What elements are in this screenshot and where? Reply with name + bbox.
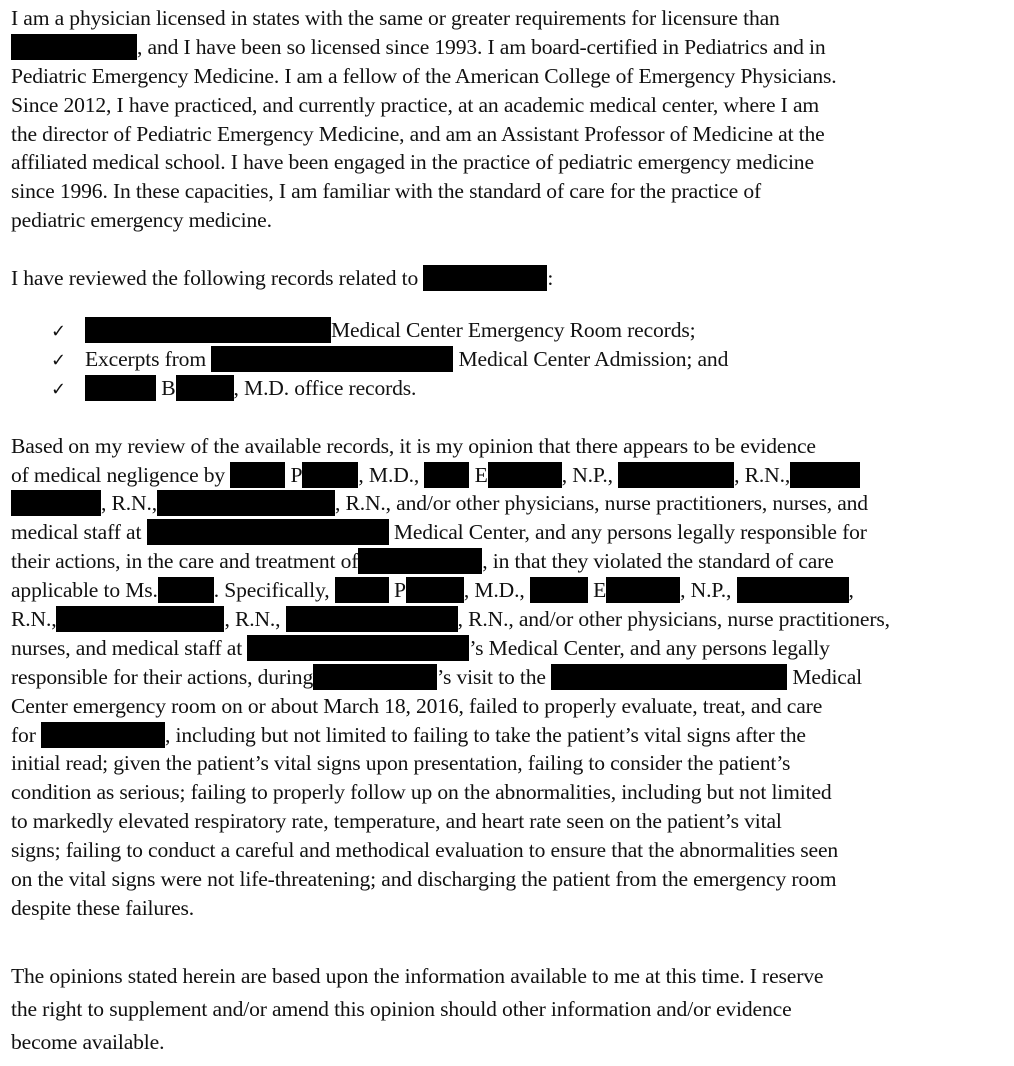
text-span: , R.N.,	[734, 462, 791, 487]
text-line	[11, 634, 1011, 663]
redaction-box	[551, 664, 787, 690]
redaction-box	[56, 606, 224, 632]
text-line: I am a physician licensed in states with the same or greater requirements for licensure than	[11, 6, 780, 30]
text-line: pediatric emergency medicine.	[11, 208, 272, 233]
paragraph-gap	[11, 293, 1011, 316]
text-span: . Specifically,	[213, 578, 330, 603]
redaction-box	[335, 577, 389, 603]
text-line: Pediatric Emergency Medicine. I am a fellow of the American College of Emergency Physicians.	[11, 63, 837, 88]
paragraph-gap	[11, 235, 1011, 264]
qualifications-paragraph	[11, 4, 1011, 235]
redaction-box	[247, 635, 469, 661]
checkmark-icon: ✓	[51, 321, 66, 343]
redaction-box	[176, 375, 234, 401]
text-span: :	[547, 266, 554, 291]
text-line: affiliated medical school. I have been engaged in the practice of pediatric emergency medicine	[11, 150, 814, 175]
text-line	[11, 489, 1011, 518]
text-span: their actions, in the care and treatment of	[11, 549, 359, 574]
opinion-paragraph	[11, 432, 1011, 923]
text-line	[11, 721, 1011, 750]
text-span: applicable to Ms.	[11, 578, 158, 603]
redaction-box	[302, 462, 358, 488]
text-span: for	[11, 722, 36, 747]
list-item	[51, 374, 1011, 403]
text-span: P	[290, 462, 303, 487]
text-line: since 1996. In these capacities, I am familiar with the standard of care for the practice of	[11, 179, 762, 204]
text-line: The opinions stated herein are based upon the information available to me at this time. I reserve	[11, 963, 824, 988]
text-span: ’s Medical Center, and any persons legally	[469, 635, 830, 660]
text-span: medical staff at	[11, 520, 142, 545]
closing-paragraph	[11, 960, 1011, 1059]
text-span: , R.N., and/or other physicians, nurse practitioners, nurses, and	[334, 491, 868, 516]
list-item	[51, 345, 1011, 374]
text-line: the right to supplement and/or amend this opinion should other information and/or evidence	[11, 996, 792, 1021]
redaction-box	[358, 548, 482, 574]
document-page	[11, 4, 1011, 1059]
redaction-box	[424, 462, 469, 488]
text-line	[11, 547, 1011, 576]
text-line: condition as serious; failing to properly follow up on the abnormalities, including but not limited	[11, 780, 832, 805]
text-span: , M.D.,	[358, 462, 420, 487]
text-line: despite these failures.	[11, 895, 195, 920]
text-span: B	[161, 375, 176, 400]
redaction-box	[211, 346, 453, 372]
text-span: responsible for their actions, during	[11, 664, 314, 689]
redaction-box	[530, 577, 588, 603]
text-span: Medical Center Admission; and	[458, 346, 729, 371]
text-span: , N.P.,	[680, 578, 732, 603]
text-line: signs; failing to conduct a careful and methodical evaluation to ensure that the abnormalities seen	[11, 838, 839, 863]
text-span: , M.D. office records.	[233, 375, 417, 400]
text-span: P	[393, 578, 406, 603]
text-span: ,	[848, 578, 854, 603]
redaction-box	[11, 34, 137, 60]
text-line: initial read; given the patient’s vital signs upon presentation, failing to consider the patient’s	[11, 751, 791, 776]
text-line	[11, 461, 1011, 490]
text-span: , R.N.,	[101, 491, 157, 516]
text-line	[11, 576, 1011, 605]
text-span: , R.N.,	[224, 607, 281, 632]
text-line: Since 2012, I have practiced, and currently practice, at an academic medical center, where I am	[11, 92, 820, 117]
text-span: E	[593, 578, 607, 603]
redaction-box	[790, 462, 860, 488]
redaction-box	[41, 722, 165, 748]
redaction-box	[147, 519, 389, 545]
checkmark-icon: ✓	[51, 378, 66, 400]
text-line: to markedly elevated respiratory rate, temperature, and heart rate seen on the patient’s vital	[11, 809, 782, 834]
redaction-box	[737, 577, 849, 603]
text-line	[11, 33, 1011, 62]
text-line	[11, 518, 1011, 547]
text-span: nurses, and medical staff at	[11, 635, 243, 660]
text-span: , and I have been so licensed since 1993. I am board-certified in Pediatrics and in	[137, 34, 826, 59]
text-line: become available.	[11, 1029, 165, 1054]
redaction-box	[11, 490, 101, 516]
text-span: Excerpts from	[85, 346, 206, 371]
redaction-box	[157, 490, 335, 516]
text-span: E	[474, 462, 488, 487]
text-line: on the vital signs were not life-threatening; and discharging the patient from the emergency room	[11, 867, 837, 892]
text-span: , including but not limited to failing to take the patient’s vital signs after the	[164, 722, 806, 747]
redaction-box	[606, 577, 680, 603]
records-intro-line	[11, 264, 1011, 293]
paragraph-gap	[11, 403, 1011, 432]
checkmark-icon: ✓	[51, 349, 66, 371]
redaction-box	[406, 577, 464, 603]
redaction-box	[85, 317, 331, 343]
text-span: Medical Center, and any persons legally responsible for	[393, 520, 867, 545]
list-item	[51, 316, 1011, 345]
text-line: Based on my review of the available records, it is my opinion that there appears to be evidence	[11, 433, 816, 458]
text-span: I have reviewed the following records related to	[11, 266, 419, 291]
paragraph-gap	[11, 923, 1011, 957]
redaction-box	[618, 462, 734, 488]
text-span: Medical	[792, 664, 863, 689]
text-line	[11, 663, 1011, 692]
redaction-box	[158, 577, 214, 603]
text-span: Medical Center Emergency Room records;	[331, 318, 696, 343]
redaction-box	[488, 462, 562, 488]
redaction-box	[230, 462, 285, 488]
text-span: of medical negligence by	[11, 462, 226, 487]
redaction-box	[85, 375, 156, 401]
text-span: , M.D.,	[463, 578, 525, 603]
text-span: , in that they violated the standard of care	[482, 549, 834, 574]
redaction-box	[286, 606, 458, 632]
redaction-box	[313, 664, 437, 690]
records-list	[11, 316, 1011, 403]
text-span: ’s visit to the	[437, 664, 546, 689]
text-line: the director of Pediatric Emergency Medicine, and am an Assistant Professor of Medicine at the	[11, 121, 825, 146]
text-line: Center emergency room on or about March 18, 2016, failed to properly evaluate, treat, and care	[11, 693, 823, 718]
redaction-box	[423, 265, 547, 291]
text-span: , N.P.,	[561, 462, 613, 487]
text-span: R.N.,	[11, 607, 57, 632]
text-line	[11, 605, 1011, 634]
text-span: , R.N., and/or other physicians, nurse practitioners,	[457, 607, 890, 632]
